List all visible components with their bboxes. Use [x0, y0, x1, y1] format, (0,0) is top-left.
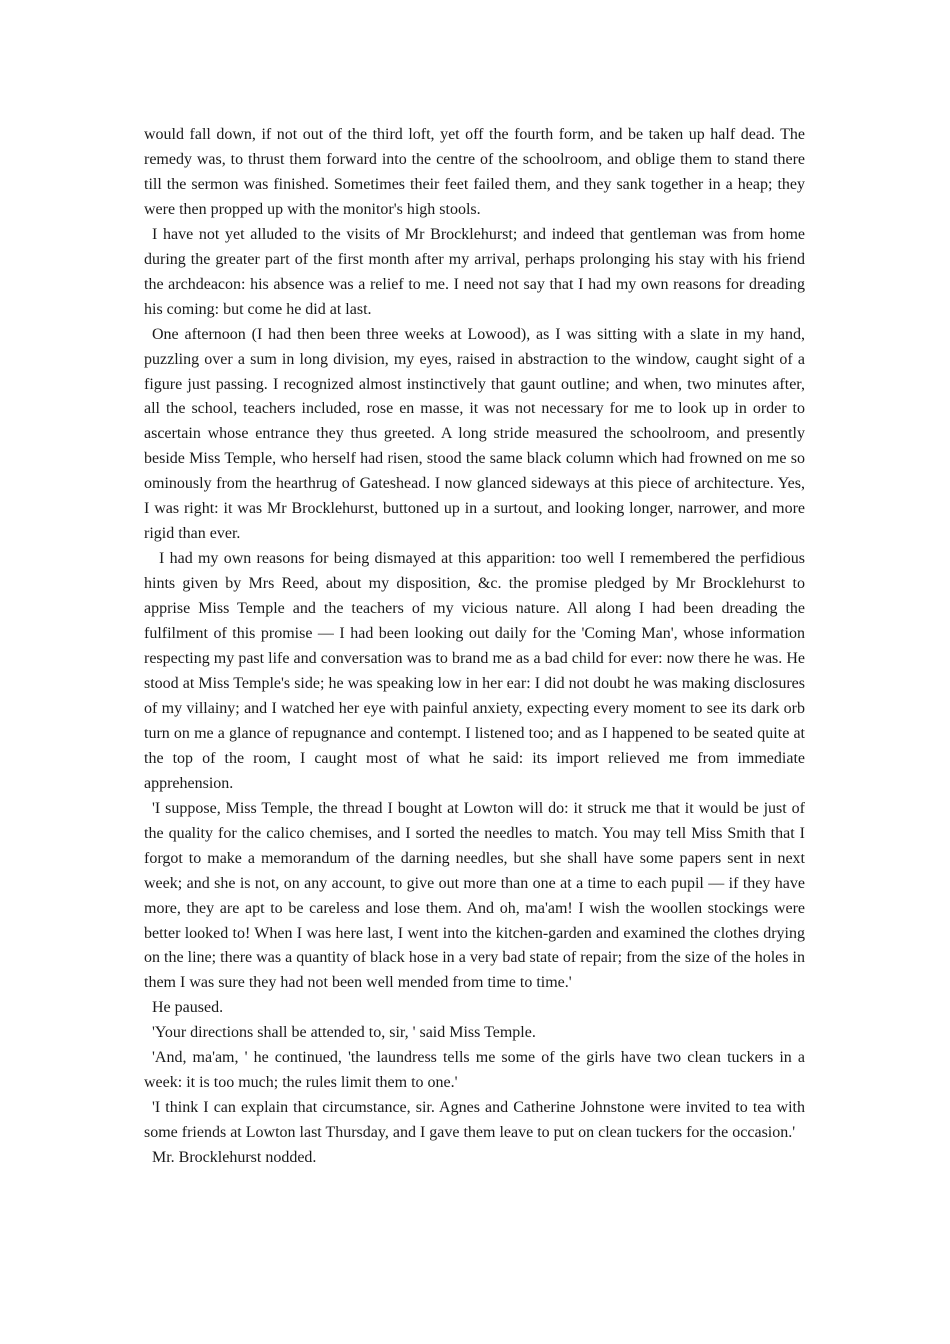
paragraph-3: One afternoon (I had then been three weeks at Lowood), as I was sitting with a slate in my hand, puzzling over a sum in long division, my eyes, raised in abstraction to the window, caught sight of a figure just passing. I recognized almost instinctively that gaunt outline; and when, two minutes after, all the school, teachers included, rose en masse, it was not necessary for me to look up in order to ascertain whose entrance they thus greeted. A long stride measured the schoolroom, and presently beside Miss Temple, who herself had risen, stood the same black column which had frowned on me so ominously from the hearthrug of Gateshead. I now glanced sideways at this piece of architecture. Yes, I was right: it was Mr Brocklehurst, buttoned up in a surtout, and looking longer, narrower, and more rigid than ever. [144, 325, 805, 543]
paragraph-5: 'I suppose, Miss Temple, the thread I bought at Lowton will do: it struck me that it would be just of the quality for the calico chemises, and I sorted the needles to match. You may tell Miss Smith that I forgot to make a memorandum of the darning needles, but she shall have some papers sent in next week; and she is not, on any account, to give out more than one at a time to each pupil — if they have more, they are apt to be careless and lose them. And oh, ma'am! I wish the woollen stockings were better looked to! When I was here last, I went into the kitchen-garden and examined the clothes drying on the line; there was a quantity of black hose in a very bad state of repair; from the size of the holes in them I was sure they had not been well mended from time to time.' [144, 799, 805, 992]
book-page-text [144, 123, 805, 1171]
paragraph-6: He paused. [152, 999, 224, 1017]
paragraph-9: 'I think I can explain that circumstance, sir. Agnes and Catherine Johnstone were invited to tea with some friends at Lowton last Thursday, and I gave them leave to put on clean tuckers for the occasion.' [144, 1099, 805, 1142]
paragraph-8: 'And, ma'am, ' he continued, 'the laundress tells me some of the girls have two clean tuckers in a week: it is too much; the rules limit them to one.' [144, 1049, 805, 1092]
paragraph-2: I have not yet alluded to the visits of Mr Brocklehurst; and indeed that gentleman was from home during the greater part of the first month after my arrival, perhaps prolonging his stay with his friend the archdeacon: his absence was a relief to me. I need not say that I had my own reasons for dreading his coming: but come he did at last. [144, 225, 805, 318]
paragraph-4: I had my own reasons for being dismayed at this apparition: too well I remembered the perfidious hints given by Mrs Reed, about my disposition, &c. the promise pledged by Mr Brocklehurst to apprise Miss Temple and the teachers of my vicious nature. All along I had been dreading the fulfilment of this promise — I had been looking out daily for the 'Coming Man', whose information respecting my past life and conversation was to brand me as a bad child for ever: now there he was. He stood at Miss Temple's side; he was speaking low in her ear: I did not doubt he was making disclosures of my villainy; and I watched her eye with painful anxiety, expecting every moment to see its dark orb turn on me a glance of repugnance and contempt. I listened too; and as I happened to be seated quite at the top of the room, I caught most of what he said: its import relieved me from immediate apprehension. [144, 550, 805, 792]
paragraph-7: 'Your directions shall be attended to, sir, ' said Miss Temple. [152, 1024, 536, 1042]
paragraph-1: would fall down, if not out of the third loft, yet off the fourth form, and be taken up half dead. The remedy was, to thrust them forward into the centre of the schoolroom, and oblige them to stand there till the sermon was finished. Sometimes their feet failed them, and they sank together in a heap; they were then propped up with the monitor's high stools. [144, 126, 805, 218]
paragraph-10: Mr. Brocklehurst nodded. [152, 1149, 317, 1167]
